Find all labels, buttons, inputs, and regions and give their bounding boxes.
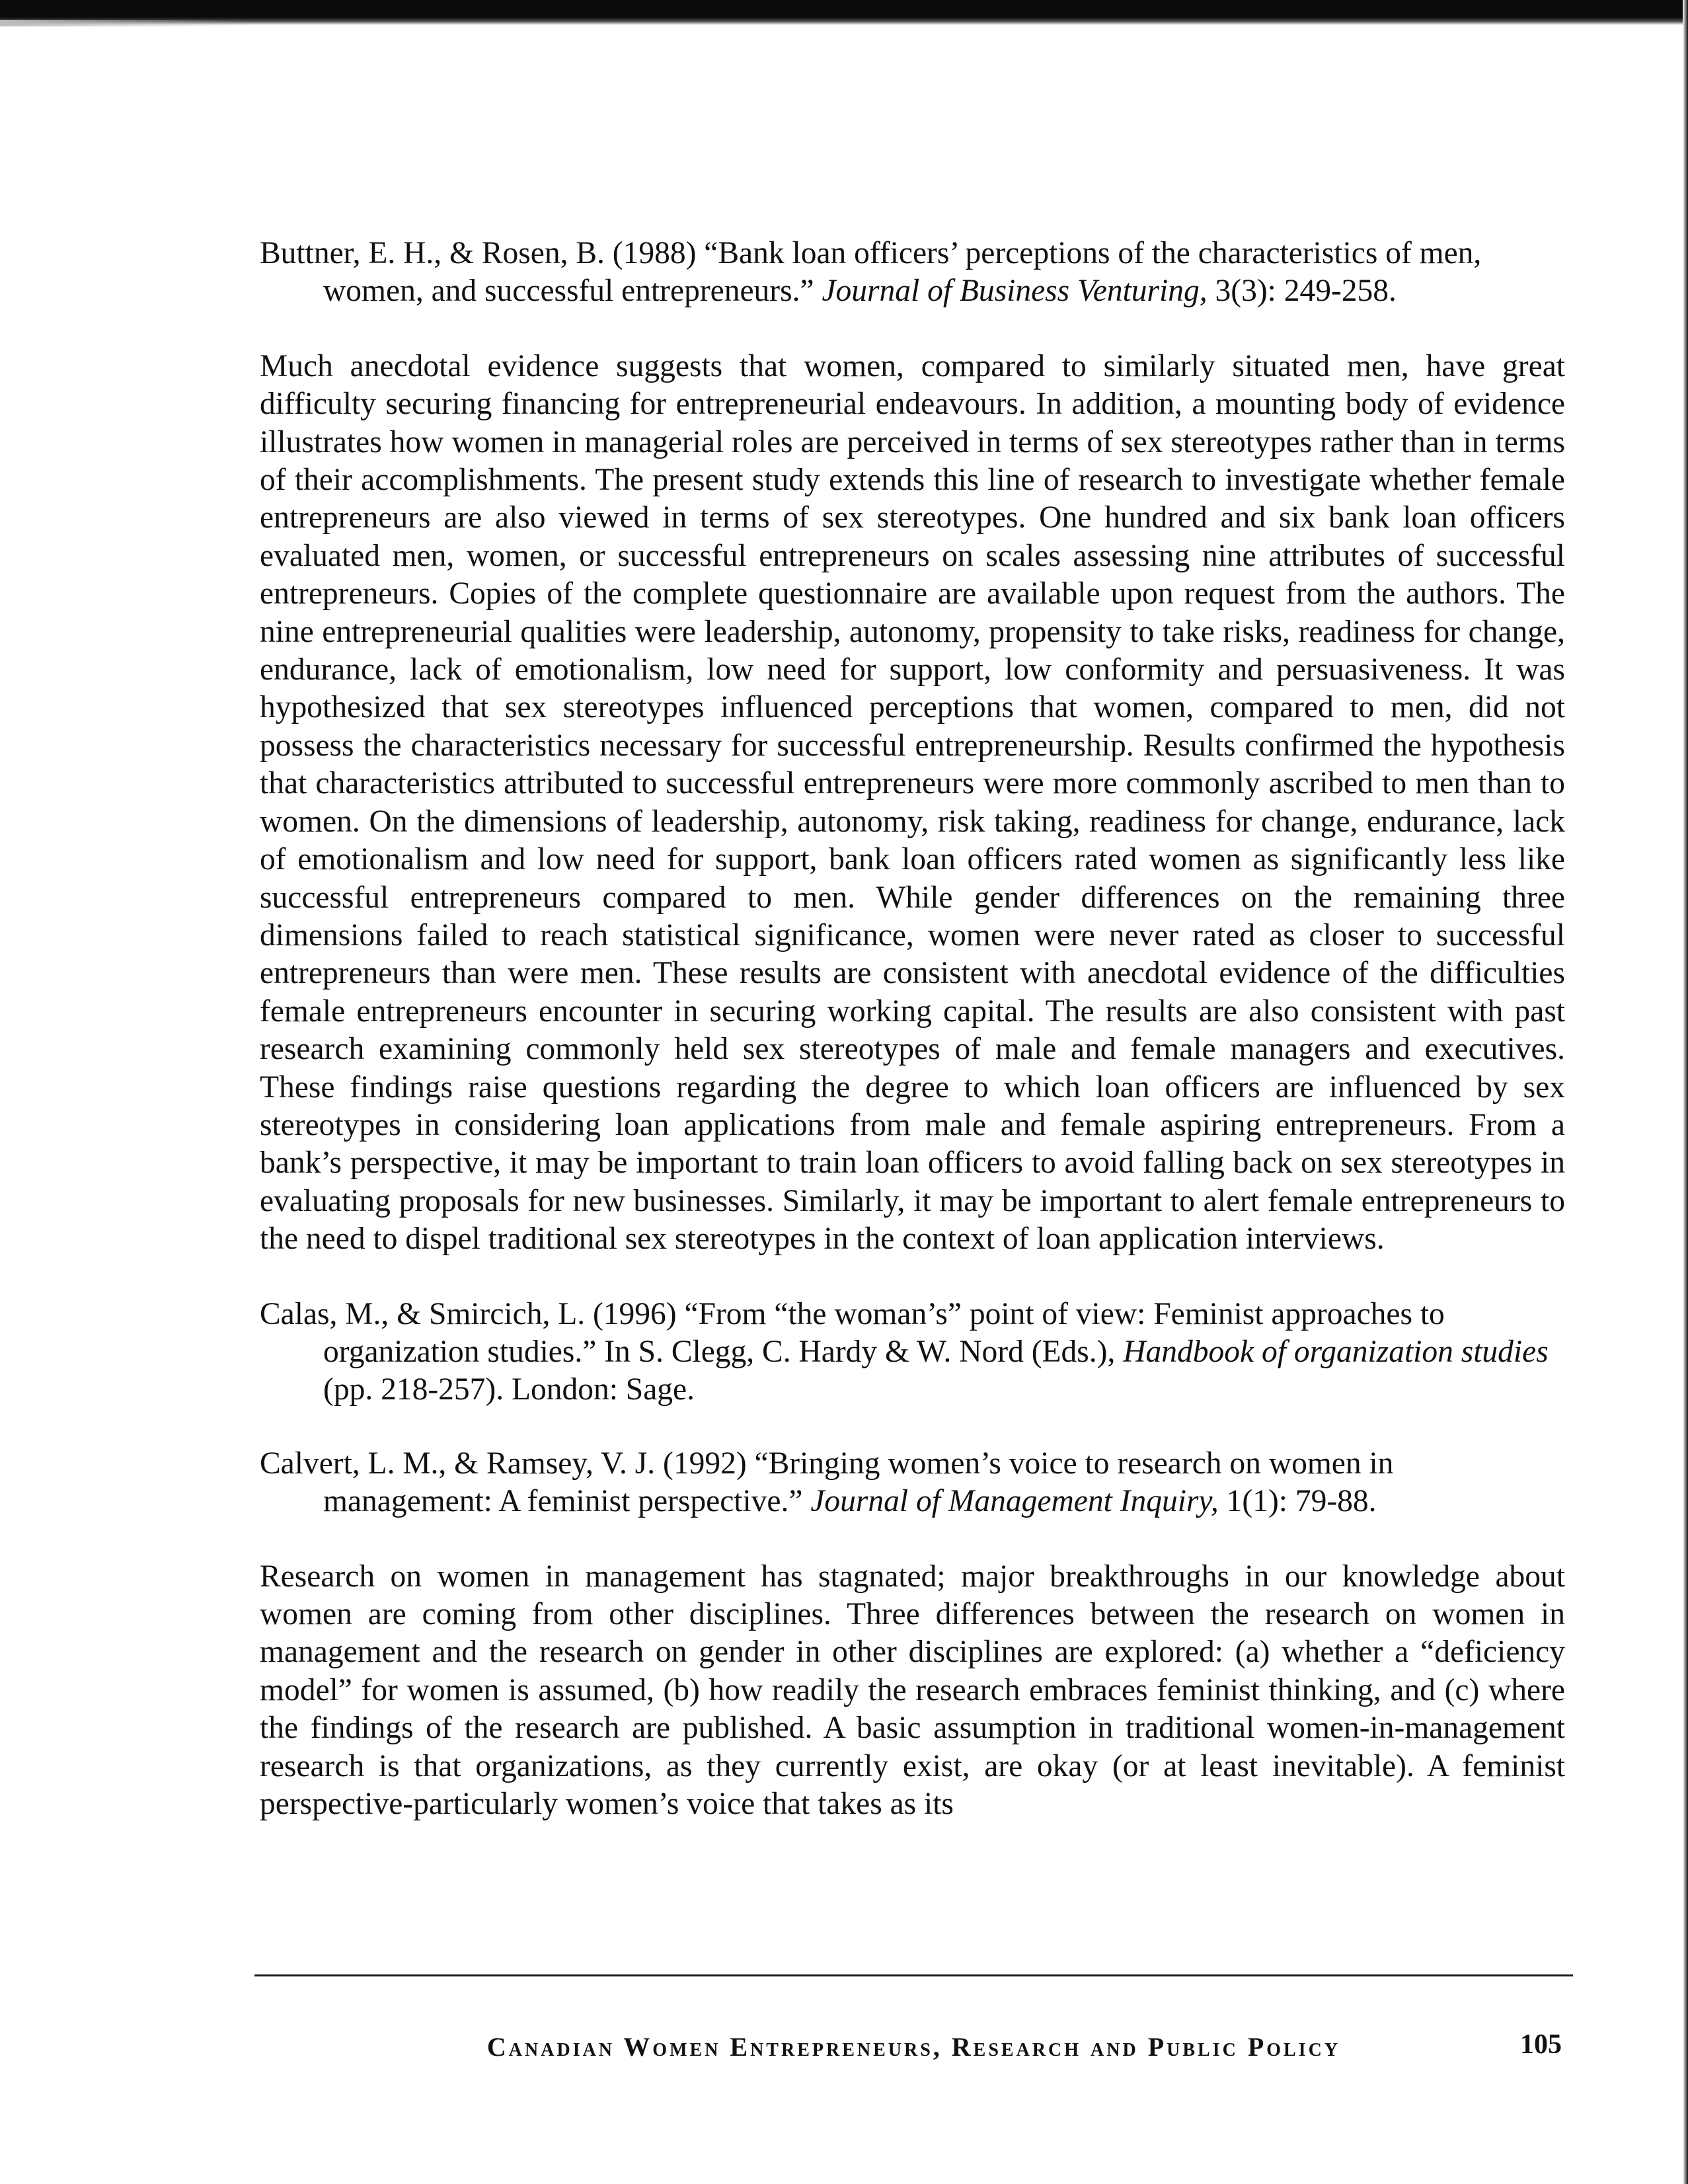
reference-citation: (pp. 218-257). London: Sage.: [323, 1372, 695, 1407]
reference-citation: 1(1): 79-88.: [1218, 1484, 1377, 1519]
annotation-calvert-ramsey: Research on women in management has stagnated; major breakthroughs in our knowledge about women are coming from other disciplines. Three differences between the research on women in management and the research on gender in other disciplines are explored: (a) whether a “deficiency model” for women is assumed, (b) how readily the research embraces feminist thinking, and (c) where the findings of the research are published. A basic assumption in traditional women-in-management research is that organizations, as they currently exist, are okay (or at least inevitable). A feminist perspective-particularly women’s voice that takes as its: [260, 1559, 1565, 1822]
reference-text: Buttner, E. H., & Rosen, B. (1988) “Bank loan officers’ perceptions of the characteristics of men, women, and successful entrepreneurs.”: [260, 236, 1482, 309]
footer-divider: [254, 1974, 1573, 1976]
reference-text: Calas, M., & Smircich, L. (1996) “From “the woman’s” point of view: Feminist approaches to organization studies.” In S. Clegg, C. Hardy & W. Nord (Eds.),: [260, 1296, 1445, 1369]
reference-calvert-ramsey: [260, 1445, 1565, 1521]
footer-running-title: Canadian Women Entrepreneurs, Research and Public Policy: [486, 2032, 1341, 2062]
reference-text: Calvert, L. M., & Ramsey, V. J. (1992) “Bringing women’s voice to research on women in management: A feminist perspective.”: [260, 1446, 1394, 1519]
journal-title: Journal of Management Inquiry,: [810, 1484, 1219, 1519]
reference-buttner-rosen: [260, 235, 1565, 311]
scan-right-edge: [1683, 0, 1688, 2184]
reference-citation: 3(3): 249-258.: [1207, 274, 1397, 309]
scan-top-border: [0, 0, 1688, 25]
journal-title: Journal of Business Venturing,: [822, 274, 1208, 309]
bibliography-content: [260, 235, 1565, 1823]
page-number: 105: [1520, 2029, 1562, 2060]
book-title: Handbook of organization studies: [1123, 1334, 1549, 1369]
reference-calas-smircich: [260, 1296, 1565, 1409]
scan-top-border-fade: [0, 20, 251, 26]
annotation-buttner-rosen: Much anecdotal evidence suggests that women, compared to similarly situated men, have great difficulty securing financing for entrepreneurial endeavours. In addition, a mounting body of evidence illustrates how women in managerial roles are perceived in terms of sex stereotypes rather than in terms of their accomplishments. The present study extends this line of research to investigate whether female entrepreneurs are also viewed in terms of sex stereotypes. One hundred and six bank loan officers evaluated men, women, or successful entrepreneurs on scales assessing nine attributes of successful entrepreneurs. Copies of the complete questionnaire are available upon request from the authors. The nine entrepreneurial qualities were leadership, autonomy, propensity to take risks, readiness for change, endurance, lack of emotionalism, low need for support, low conformity and persuasiveness. It was hypothesized that sex stereotypes influenced perceptions that women, compared to men, did not possess the characteristics necessary for successful entrepreneurship. Results confirmed the hypothesis that characteristics attributed to successful entrepreneurs were more commonly ascribed to men than to women. On the dimensions of leadership, autonomy, risk taking, readiness for change, endurance, lack of emotionalism and low need for support, bank loan officers rated women as significantly less like successful entrepreneurs compared to men. While gender differences on the remaining three dimensions failed to reach statistical significance, women were never rated as closer to successful entrepreneurs than were men. These results are consistent with anecdotal evidence of the difficulties female entrepreneurs encounter in securing working capital. The results are also consistent with past research examining commonly held sex stereotypes of male and female managers and executives. These findings raise questions regarding the degree to which loan officers are influenced by sex stereotypes in considering loan applications from male and female aspiring entrepreneurs. From a bank’s perspective, it may be important to train loan officers to avoid falling back on sex stereotypes in evaluating proposals for new businesses. Similarly, it may be important to alert female entrepreneurs to the need to dispel traditional sex stereotypes in the context of loan application interviews.: [260, 348, 1565, 1257]
